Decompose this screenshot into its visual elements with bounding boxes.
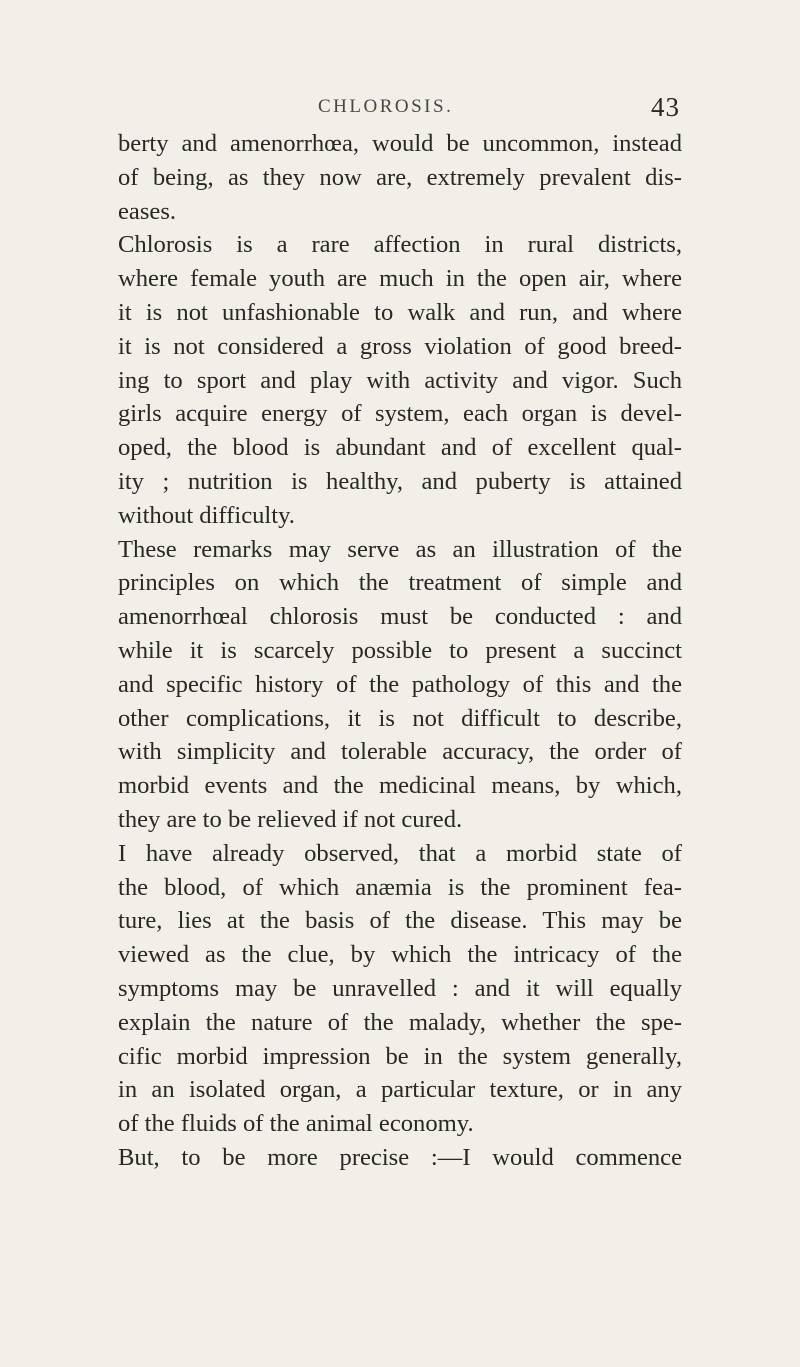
text-line: Chlorosis is a rare affection in rural districts, [118,231,682,259]
text-line: I have already observed, that a morbid state of [118,839,682,867]
text-line: principles on which the treatment of simple and [118,569,682,597]
text-line: viewed as the clue, by which the intricacy of the [118,941,682,969]
text-line: ing to sport and play with activity and vigor. Such [118,366,682,394]
text-line: of the fluids of the animal economy. [118,1110,474,1138]
running-title: CHLOROSIS. [318,96,454,117]
text-line: morbid events and the medicinal means, by which, [118,772,682,800]
text-line: it is not unfashionable to walk and run, and where [118,298,682,326]
text-line: ture, lies at the basis of the disease. This may be [118,907,682,935]
text-line: explain the nature of the malady, whether the spe- [118,1008,682,1036]
text-line: cific morbid impression be in the system generally, [118,1042,682,1070]
text-line: and specific history of the pathology of this and the [118,670,682,698]
text-line: These remarks may serve as an illustration of the [118,535,682,563]
text-line: in an isolated organ, a particular texture, or in any [118,1076,682,1104]
text-line: it is not considered a gross violation of good breed- [118,332,682,360]
text-line: with simplicity and tolerable accuracy, the order of [118,738,682,766]
text-line: symptoms may be unravelled : and it will equally [118,974,682,1002]
text-line: without difficulty. [118,501,295,529]
page-number: 43 [651,92,680,122]
text-line: eases. [118,197,177,225]
text-line: where female youth are much in the open air, where [118,265,682,293]
text-line: ity ; nutrition is healthy, and puberty is attained [118,467,682,495]
text-line: while it is scarcely possible to present a succinct [118,636,682,664]
text-line: berty and amenorrhœa, would be uncommon, instead [118,130,682,157]
text-line: girls acquire energy of system, each organ is devel- [118,400,682,428]
text-line: the blood, of which anæmia is the prominent fea- [118,873,682,901]
body-text [118,127,682,1175]
text-line: they are to be relieved if not cured. [118,805,463,833]
text-line: other complications, it is not difficult to describe, [118,704,682,732]
text-line: But, to be more precise :—I would commence [118,1143,682,1171]
running-head [318,92,680,128]
text-line: oped, the blood is abundant and of excellent qual- [118,434,682,462]
text-line: amenorrhœal chlorosis must be conducted : and [118,603,682,631]
text-line: of being, as they now are, extremely prevalent dis- [118,163,682,191]
